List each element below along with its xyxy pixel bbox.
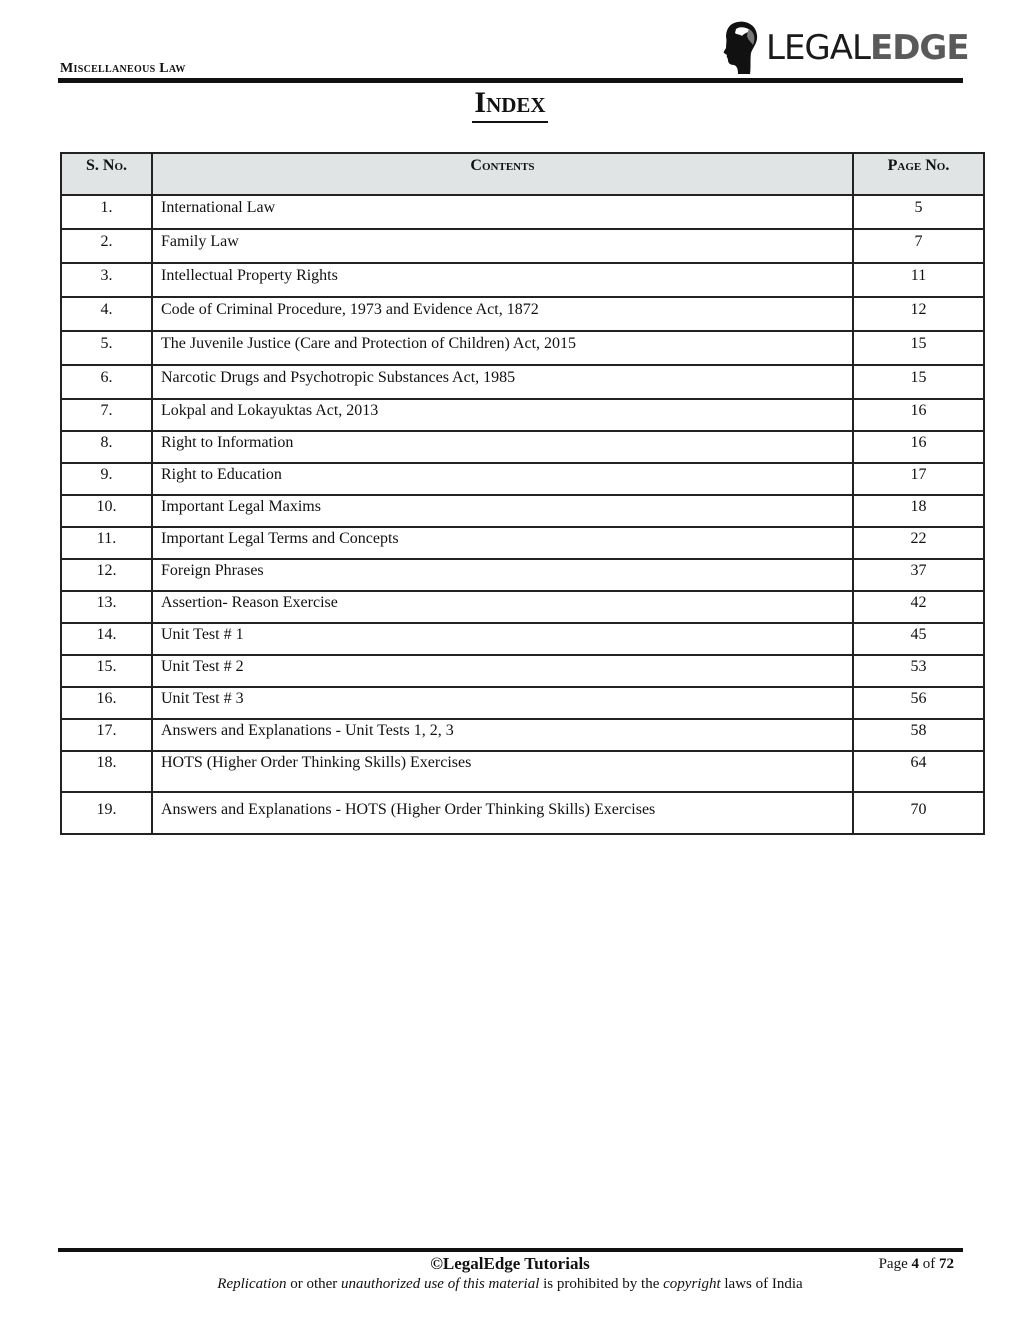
- cell-page: 5: [853, 195, 984, 229]
- table-row: [61, 527, 984, 559]
- table-row: [61, 263, 984, 297]
- cell-sno: 10.: [61, 495, 152, 527]
- page-indicator: Page 4 of 72: [878, 1256, 954, 1272]
- header-page: Page No.: [853, 153, 984, 195]
- table-row: [61, 792, 984, 834]
- table-row: [61, 655, 984, 687]
- cell-contents: The Juvenile Justice (Care and Protection of Children) Act, 2015: [152, 331, 853, 365]
- cell-page: 45: [853, 623, 984, 655]
- current-page: 4: [911, 1256, 919, 1272]
- cell-contents: Answers and Explanations - HOTS (Higher Order Thinking Skills) Exercises: [152, 792, 853, 834]
- table-row: [61, 495, 984, 527]
- legaledge-logo: [720, 20, 969, 76]
- cell-sno: 12.: [61, 559, 152, 591]
- header-sno: S. No.: [61, 153, 152, 195]
- cell-contents: Foreign Phrases: [152, 559, 853, 591]
- logo-text-edge: EDGE: [869, 28, 969, 68]
- table-row: [61, 331, 984, 365]
- cell-page: 16: [853, 431, 984, 463]
- cell-sno: 17.: [61, 719, 152, 751]
- cell-page: 15: [853, 365, 984, 399]
- cell-sno: 7.: [61, 399, 152, 431]
- table-row: [61, 297, 984, 331]
- cell-page: 15: [853, 331, 984, 365]
- document-subject: Miscellaneous Law: [60, 61, 186, 76]
- cell-contents: Code of Criminal Procedure, 1973 and Evidence Act, 1872: [152, 297, 853, 331]
- logo-text-legal: LEGAL: [766, 28, 870, 68]
- cell-contents: Right to Information: [152, 431, 853, 463]
- header-contents: Contents: [152, 153, 853, 195]
- cell-page: 42: [853, 591, 984, 623]
- cell-page: 16: [853, 399, 984, 431]
- cell-page: 12: [853, 297, 984, 331]
- page-title-container: [0, 86, 1020, 123]
- table-row: [61, 591, 984, 623]
- table-row: [61, 365, 984, 399]
- cell-sno: 6.: [61, 365, 152, 399]
- cell-page: 22: [853, 527, 984, 559]
- cell-sno: 4.: [61, 297, 152, 331]
- table-row: [61, 719, 984, 751]
- cell-sno: 1.: [61, 195, 152, 229]
- footer-divider: [58, 1248, 963, 1252]
- cell-sno: 9.: [61, 463, 152, 495]
- cell-sno: 11.: [61, 527, 152, 559]
- cell-sno: 16.: [61, 687, 152, 719]
- cell-sno: 13.: [61, 591, 152, 623]
- cell-sno: 14.: [61, 623, 152, 655]
- table-row: [61, 559, 984, 591]
- table-row: [61, 463, 984, 495]
- cell-page: 56: [853, 687, 984, 719]
- header-divider: [58, 78, 963, 83]
- cell-page: 7: [853, 229, 984, 263]
- cell-contents: Family Law: [152, 229, 853, 263]
- cell-page: 11: [853, 263, 984, 297]
- cell-contents: HOTS (Higher Order Thinking Skills) Exercises: [152, 751, 853, 792]
- table-row: [61, 195, 984, 229]
- cell-sno: 8.: [61, 431, 152, 463]
- cell-sno: 2.: [61, 229, 152, 263]
- cell-contents: Right to Education: [152, 463, 853, 495]
- cell-contents: Important Legal Terms and Concepts: [152, 527, 853, 559]
- table-row: [61, 623, 984, 655]
- cell-contents: Lokpal and Lokayuktas Act, 2013: [152, 399, 853, 431]
- copyright-notice: Replication or other unauthorized use of this material is prohibited by the copyright laws of India: [217, 1276, 803, 1292]
- cell-contents: Narcotic Drugs and Psychotropic Substances Act, 1985: [152, 365, 853, 399]
- page-title: Index: [472, 86, 547, 123]
- index-table: [60, 152, 985, 835]
- cell-page: 53: [853, 655, 984, 687]
- cell-page: 17: [853, 463, 984, 495]
- cell-sno: 5.: [61, 331, 152, 365]
- cell-contents: Unit Test # 1: [152, 623, 853, 655]
- cell-sno: 18.: [61, 751, 152, 792]
- cell-sno: 3.: [61, 263, 152, 297]
- cell-contents: International Law: [152, 195, 853, 229]
- cell-page: 64: [853, 751, 984, 792]
- cell-page: 37: [853, 559, 984, 591]
- cell-contents: Answers and Explanations - Unit Tests 1, 2, 3: [152, 719, 853, 751]
- cell-contents: Unit Test # 3: [152, 687, 853, 719]
- cell-page: 58: [853, 719, 984, 751]
- cell-sno: 15.: [61, 655, 152, 687]
- cell-page: 70: [853, 792, 984, 834]
- table-row: [61, 229, 984, 263]
- table-header-row: [61, 153, 984, 195]
- cell-contents: Intellectual Property Rights: [152, 263, 853, 297]
- footer-copyright: ©LegalEdge Tutorials: [430, 1254, 590, 1273]
- table-row: [61, 431, 984, 463]
- head-silhouette-icon: [720, 20, 760, 76]
- table-row: [61, 751, 984, 792]
- total-pages: 72: [939, 1256, 954, 1272]
- cell-sno: 19.: [61, 792, 152, 834]
- cell-contents: Important Legal Maxims: [152, 495, 853, 527]
- cell-page: 18: [853, 495, 984, 527]
- cell-contents: Assertion- Reason Exercise: [152, 591, 853, 623]
- table-row: [61, 399, 984, 431]
- table-row: [61, 687, 984, 719]
- cell-contents: Unit Test # 2: [152, 655, 853, 687]
